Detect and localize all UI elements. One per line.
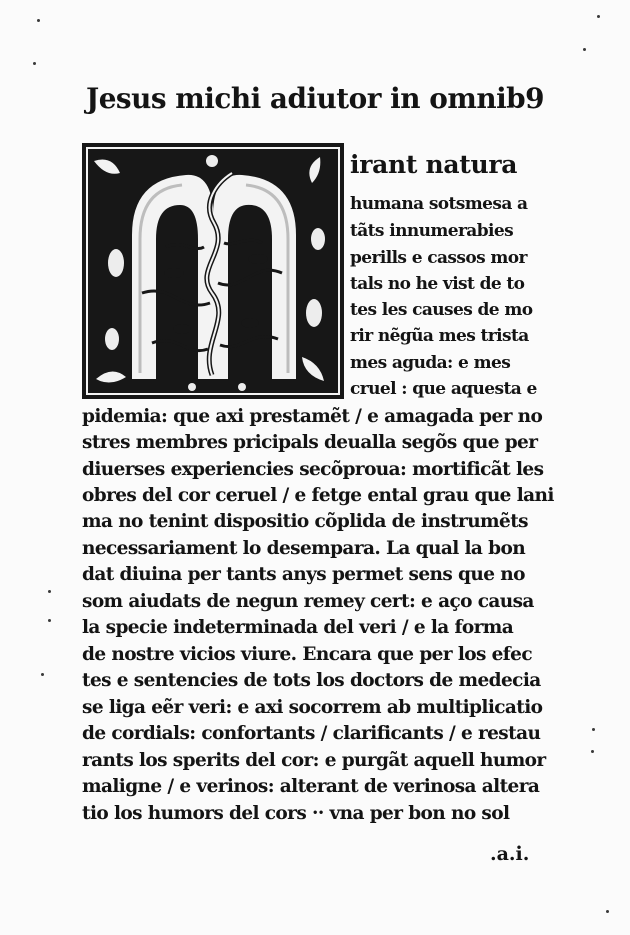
scan-speck bbox=[592, 728, 595, 731]
text-line: obres del cor ceruel / e fetge ental grau que lani bbox=[82, 485, 554, 506]
text-line: ma no tenint dispositio cõplida de instrumẽts bbox=[82, 511, 528, 532]
scan-speck bbox=[48, 590, 51, 593]
text-line: rants los sperits del cor: e purgãt aquell humor bbox=[82, 750, 546, 771]
scan-speck bbox=[591, 750, 594, 753]
text-line: humana sotsmesa a bbox=[350, 194, 528, 214]
text-line: cruel : que aquesta e bbox=[350, 379, 537, 399]
scan-speck bbox=[583, 48, 586, 51]
text-line: pidemia: que axi prestamẽt / e amagada per no bbox=[82, 406, 543, 427]
text-line: stres membres pricipals deualla segõs que per bbox=[82, 432, 538, 453]
decorated-initial bbox=[82, 143, 344, 399]
text-line: de nostre vicios viure. Encara que per los efec bbox=[82, 644, 533, 665]
text-line: dat diuina per tants anys permet sens que no bbox=[82, 564, 525, 585]
ornament-initial-icon bbox=[82, 143, 344, 399]
scan-speck bbox=[48, 619, 51, 622]
text-line: diuerses experiencies secõproua: mortificãt les bbox=[82, 459, 544, 480]
scan-speck bbox=[41, 673, 44, 676]
text-line: la specie indeterminada del veri / e la forma bbox=[82, 617, 514, 638]
signature-mark: .a.i. bbox=[490, 843, 530, 865]
text-line: se liga eẽr veri: e axi socorrem ab multiplicatio bbox=[82, 697, 543, 718]
text-line: som aiudats de negun remey cert: e aço causa bbox=[82, 591, 534, 612]
text-line: tes les causes de mo bbox=[350, 300, 533, 320]
scan-speck bbox=[37, 19, 40, 22]
text-line: tãts innumerabies bbox=[350, 221, 514, 241]
text-line: tes e sentencies de tots los doctors de medecia bbox=[82, 670, 541, 691]
text-line: perills e cassos mor bbox=[350, 248, 527, 268]
page-heading: Jesus michi adiutor in omnib9 bbox=[86, 82, 545, 115]
scan-speck bbox=[597, 15, 600, 18]
text-line: rir nẽgũa mes trista bbox=[350, 326, 529, 346]
scan-speck bbox=[33, 62, 36, 65]
text-line: necessariament lo desempara. La qual la bon bbox=[82, 538, 526, 559]
scan-speck bbox=[606, 910, 609, 913]
text-line: tals no he vist de to bbox=[350, 274, 525, 294]
text-line: tio los humors del cors ·· vna per bon no sol bbox=[82, 803, 510, 824]
text-line: mes aguda: e mes bbox=[350, 353, 511, 373]
text-line: irant natura bbox=[350, 150, 518, 179]
text-line: maligne / e verinos: alterant de verinosa altera bbox=[82, 776, 540, 797]
text-line: de cordials: confortants / clarificants / e restau bbox=[82, 723, 541, 744]
